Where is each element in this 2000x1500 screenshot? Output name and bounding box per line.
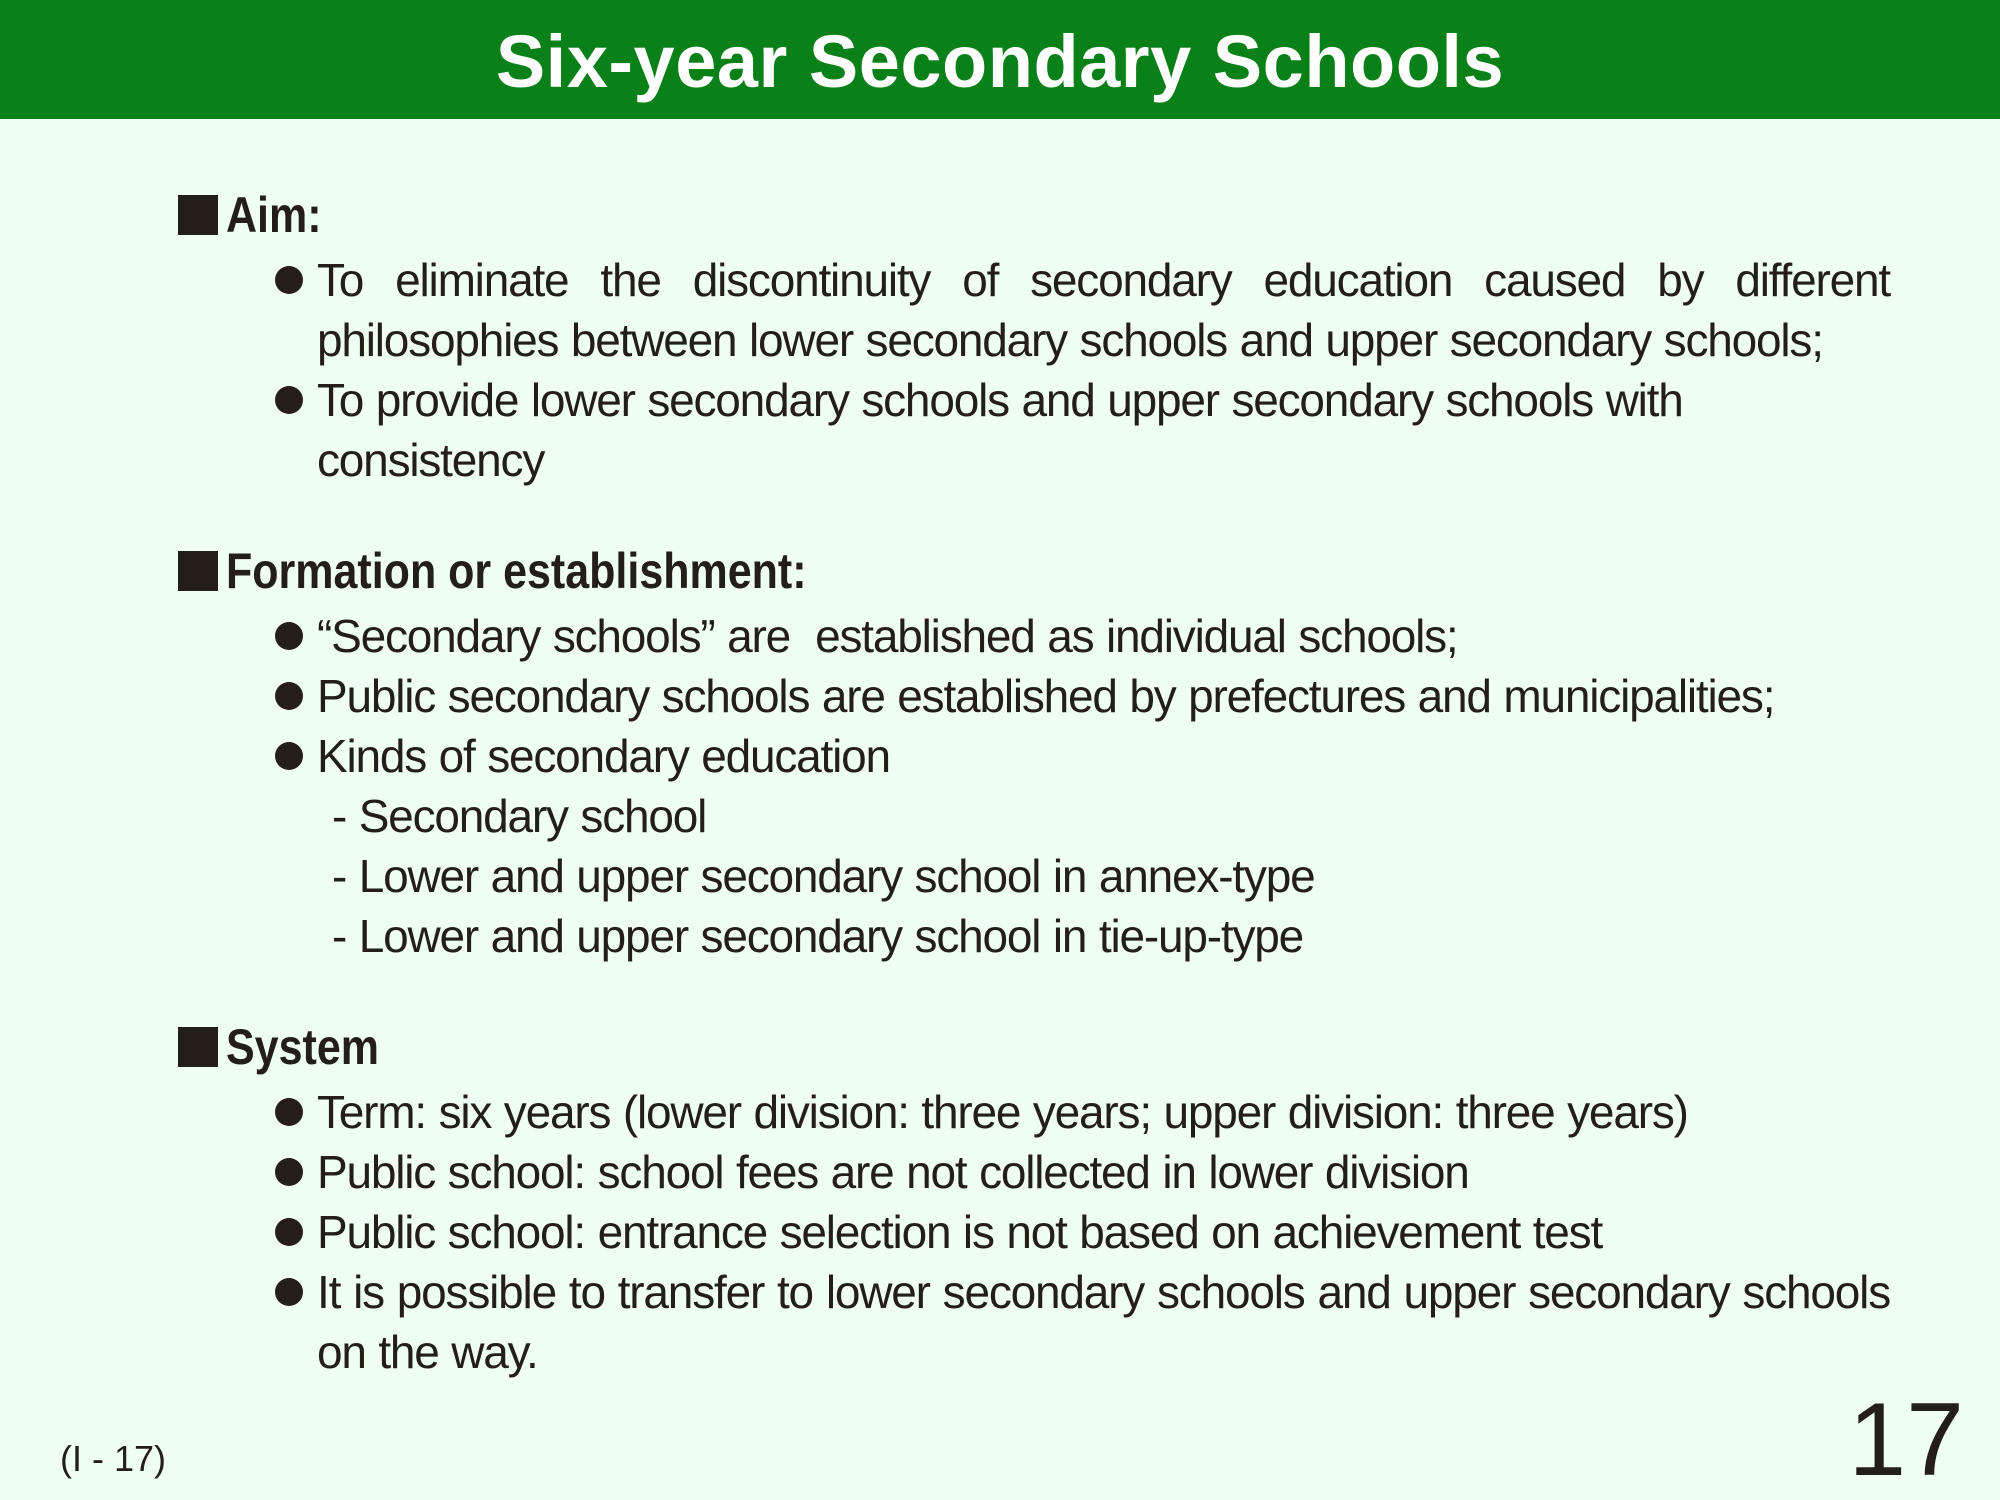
square-bullet-icon [178, 551, 218, 591]
bullet-text: “Secondary schools” are established as individual schools; [317, 610, 1458, 662]
bullet-text: Kinds of secondary education [317, 730, 890, 782]
circle-bullet-icon [275, 1278, 303, 1306]
section-heading [178, 536, 1890, 606]
square-bullet-icon [178, 195, 218, 235]
list-item [275, 1262, 1890, 1382]
square-bullet-icon [178, 1027, 218, 1067]
circle-bullet-icon [275, 1218, 303, 1246]
bullet-text: Public secondary schools are established by prefectures and municipalities; [317, 670, 1775, 722]
list-item [275, 370, 1890, 490]
section-system [178, 1012, 1890, 1382]
bullet-list-aim [178, 250, 1890, 490]
circle-bullet-icon [275, 1158, 303, 1186]
list-item [275, 606, 1890, 666]
section-title-formation: Formation or establishment: [226, 543, 807, 599]
title-bar [0, 0, 2000, 119]
circle-bullet-icon [275, 1098, 303, 1126]
circle-bullet-icon [275, 682, 303, 710]
bullet-text: Term: six years (lower division: three years; upper division: three years) [317, 1086, 1688, 1138]
sub-list-kinds [178, 786, 1890, 966]
bullet-list-system [178, 1082, 1890, 1382]
bullet-text: It is possible to transfer to lower secondary schools and upper secondary schools on the way. [317, 1266, 1890, 1378]
bullet-list-formation [178, 606, 1890, 786]
slide-content [178, 180, 1890, 1382]
section-formation [178, 536, 1890, 966]
sub-list-item: - Secondary school [332, 790, 707, 842]
sub-list-item: - Lower and upper secondary school in annex-type [332, 850, 1315, 902]
page-number: 17 [1848, 1382, 1964, 1498]
page-title: Six-year Secondary Schools [495, 19, 1505, 103]
circle-bullet-icon [275, 622, 303, 650]
bullet-text: Public school: entrance selection is not based on achievement test [317, 1206, 1603, 1258]
section-title-system: System [226, 1019, 379, 1075]
list-item [275, 250, 1890, 370]
section-title-aim: Aim: [226, 187, 322, 243]
circle-bullet-icon [275, 386, 303, 414]
section-heading [178, 180, 1890, 250]
list-item [275, 1142, 1890, 1202]
slide-code: (I - 17) [60, 1438, 167, 1479]
section-heading [178, 1012, 1890, 1082]
sub-list-item: - Lower and upper secondary school in tie-up-type [332, 910, 1304, 962]
list-item [275, 1082, 1890, 1142]
circle-bullet-icon [275, 742, 303, 770]
section-aim [178, 180, 1890, 490]
bullet-text: To eliminate the discontinuity of secondary education caused by different philosophies between lower secondary schools and upper secondary schools; [317, 254, 1890, 366]
bullet-text: Public school: school fees are not collected in lower division [317, 1146, 1469, 1198]
list-item [275, 1202, 1890, 1262]
circle-bullet-icon [275, 266, 303, 294]
list-item [275, 666, 1890, 726]
list-item [275, 726, 1890, 786]
bullet-text: To provide lower secondary schools and upper secondary schools with consistency [317, 374, 1683, 486]
